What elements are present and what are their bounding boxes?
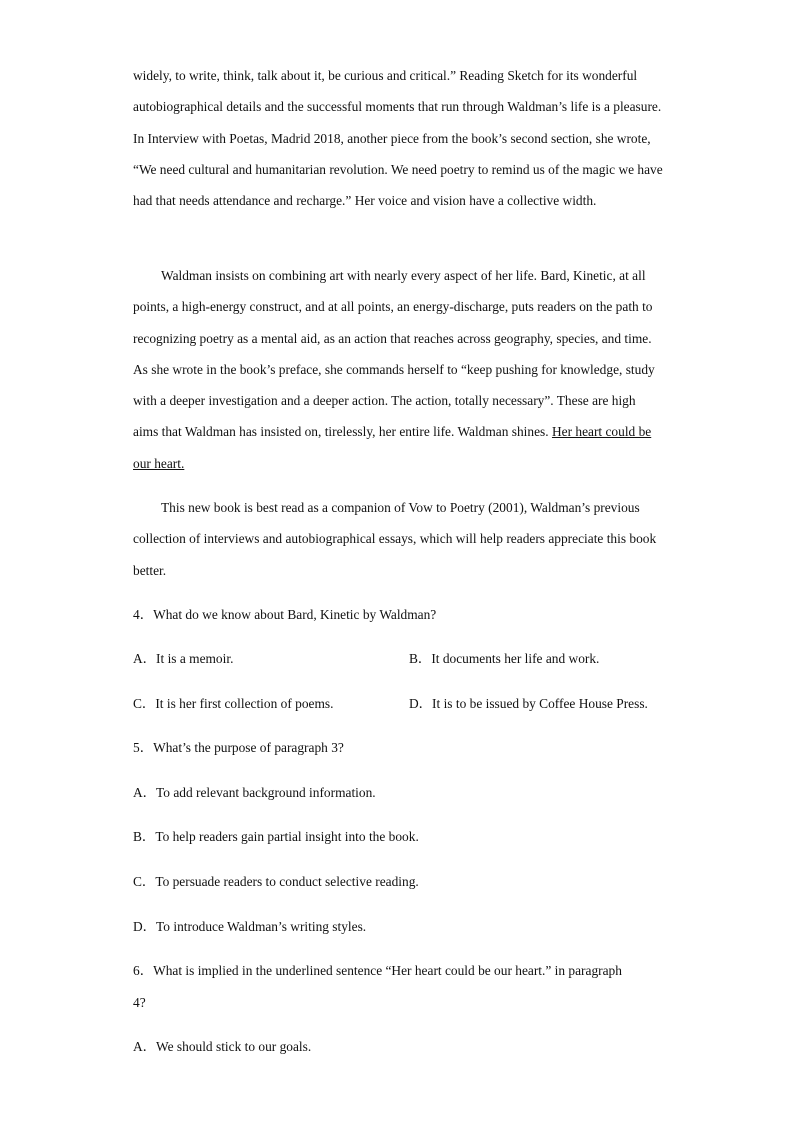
paragraph-4	[133, 492, 663, 586]
question-5-option-a[interactable]: A．To add relevant background information.	[133, 785, 376, 800]
question-4-option-a[interactable]: A．It is a memoir.	[133, 651, 234, 666]
question-6-stem-line-1: 6．What is implied in the underlined sentence “Her heart could be our heart.” in paragraph	[133, 963, 622, 978]
question-5-option-d[interactable]: D．To introduce Waldman’s writing styles.	[133, 919, 367, 934]
paragraph-text: widely, to write, think, talk about it, be curious and critical.” Reading Sketch for its wonderful autobiographical details and the successful moments that run through Waldman’s life is a pleasure. In Interview with Poetas, Madrid 2018, another piece from the book’s second section, she wrote, “We need cultural and humanitarian revolution. We need poetry to remind us of the magic we have had that needs attendance and recharge.” Her voice and vision have a collective width.	[133, 68, 663, 209]
question-5-option-b[interactable]: B．To help readers gain partial insight into the book.	[133, 829, 419, 844]
paragraph-text: This new book is best read as a companion of Vow to Poetry (2001), Waldman’s previous collection of interviews and autobiographical essays, which will help readers appreciate this book better.	[133, 500, 657, 578]
question-6-option-a[interactable]: A．We should stick to our goals.	[133, 1039, 312, 1054]
paragraph-text: Waldman insists on combining art with nearly every aspect of her life. Bard, Kinetic, at all points, a high-energy construct, and at all points, an energy-discharge, puts readers on the path to recognizing poetry as a mental aid, as an action that reaches across geography, species, and time. As she wrote in the book’s preface, she commands herself to “keep pushing for knowledge, study with a deeper investigation and a deeper action. The action, totally necessary”. These are high aims that Waldman has insisted on, tirelessly, her entire life. Waldman shines.	[133, 268, 655, 440]
paragraph-2	[133, 60, 663, 216]
question-5-option-c[interactable]: C．To persuade readers to conduct selective reading.	[133, 874, 419, 889]
paragraph-3	[133, 260, 663, 479]
question-4-stem: 4．What do we know about Bard, Kinetic by Waldman?	[133, 607, 437, 622]
question-4-option-b[interactable]: B．It documents her life and work.	[409, 651, 600, 666]
question-4-option-c[interactable]: C．It is her first collection of poems.	[133, 696, 334, 711]
question-4-option-d[interactable]: D．It is to be issued by Coffee House Press.	[409, 696, 648, 711]
question-5-stem: 5．What’s the purpose of paragraph 3?	[133, 740, 344, 755]
underlined-sentence: Her heart could be our heart.	[133, 424, 652, 471]
question-6-stem-line-2: 4?	[133, 995, 146, 1010]
